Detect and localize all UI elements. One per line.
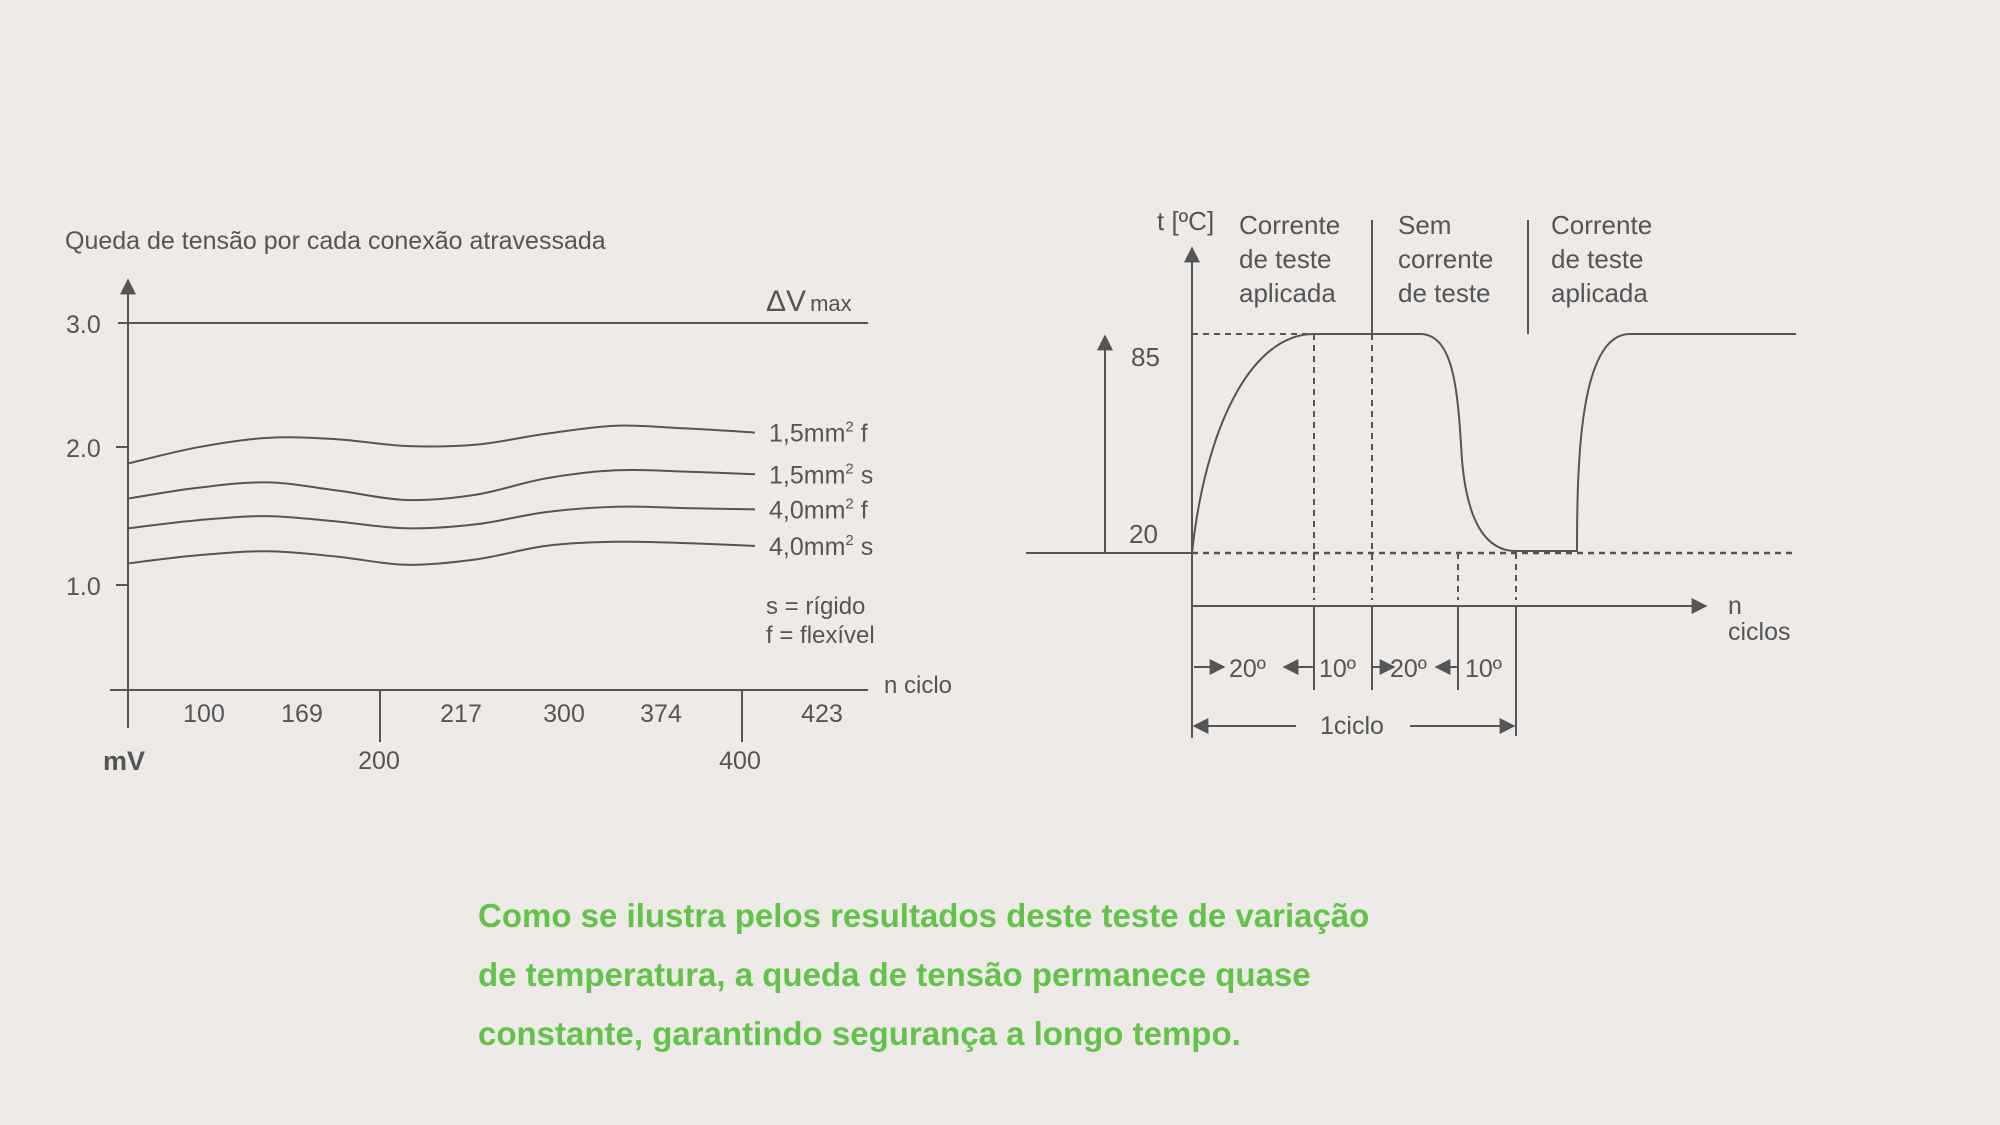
- dvmax-label: ΔV max: [766, 285, 852, 318]
- temperature-curve: [1192, 334, 1796, 553]
- series-label: $4,0mm^2$ f: [769, 495, 868, 525]
- right-y-axis-label: t [ºC]: [1157, 206, 1215, 236]
- x-tick-label: 100: [183, 700, 225, 728]
- x-tick-label: 400: [719, 747, 761, 775]
- level-20-label: 20: [1129, 519, 1158, 549]
- interval-label: 10º: [1319, 655, 1356, 683]
- caption-text: [478, 886, 1628, 1063]
- phase-label-current-applied-2: Corrente de teste aplicada: [1551, 210, 1653, 308]
- level-85-label: 85: [1131, 342, 1160, 372]
- voltage-drop-chart: [65, 227, 952, 776]
- left-chart-title: Queda de tensão por cada conexão atravessada: [65, 227, 606, 255]
- right-x-axis-label-n: n: [1728, 592, 1742, 620]
- caption-line: Como se ilustra pelos resultados deste teste de variação: [478, 897, 1370, 934]
- series-line: [128, 542, 755, 565]
- right-x-axis-label-cycles: ciclos: [1728, 618, 1791, 646]
- caption-line: de temperatura, a queda de tensão permanece quase: [478, 956, 1311, 993]
- series-line: [128, 507, 755, 529]
- interval-label: 10º: [1465, 655, 1502, 683]
- caption-line: constante, garantindo segurança a longo tempo.: [478, 1015, 1241, 1052]
- series-label: $1,5mm^2$ s: [769, 460, 874, 490]
- series-line: [128, 426, 755, 464]
- x-tick-label: 169: [281, 700, 323, 728]
- legend-note-flexible: f = flexível: [766, 622, 875, 649]
- y-unit-label: mV: [103, 746, 146, 776]
- x-tick-label: 374: [640, 700, 682, 728]
- x-tick-label: 200: [358, 747, 400, 775]
- y-tick-label: 3.0: [66, 311, 101, 339]
- temperature-cycle-chart: [1026, 206, 1796, 740]
- x-tick-label: 423: [801, 700, 843, 728]
- left-x-axis-label: n ciclo: [884, 672, 953, 699]
- x-tick-label: 300: [543, 700, 585, 728]
- phase-label-no-current: Sem corrente de teste: [1398, 210, 1494, 308]
- y-tick-label: 2.0: [66, 435, 101, 463]
- y-tick-label: 1.0: [66, 573, 101, 601]
- x-tick-label: 217: [440, 700, 482, 728]
- phase-label-current-applied: Corrente de teste aplicada: [1239, 210, 1341, 308]
- cycle-label: 1ciclo: [1320, 712, 1384, 740]
- series-label: $1,5mm^2$ f: [769, 418, 868, 448]
- series-line: [128, 470, 755, 500]
- legend-note-rigid: s = rígido: [766, 593, 866, 620]
- series-label: $4,0mm^2$ s: [769, 531, 874, 561]
- interval-label: 20º: [1229, 655, 1266, 683]
- interval-label: 20º: [1390, 655, 1427, 683]
- left-series-group: [128, 419, 873, 565]
